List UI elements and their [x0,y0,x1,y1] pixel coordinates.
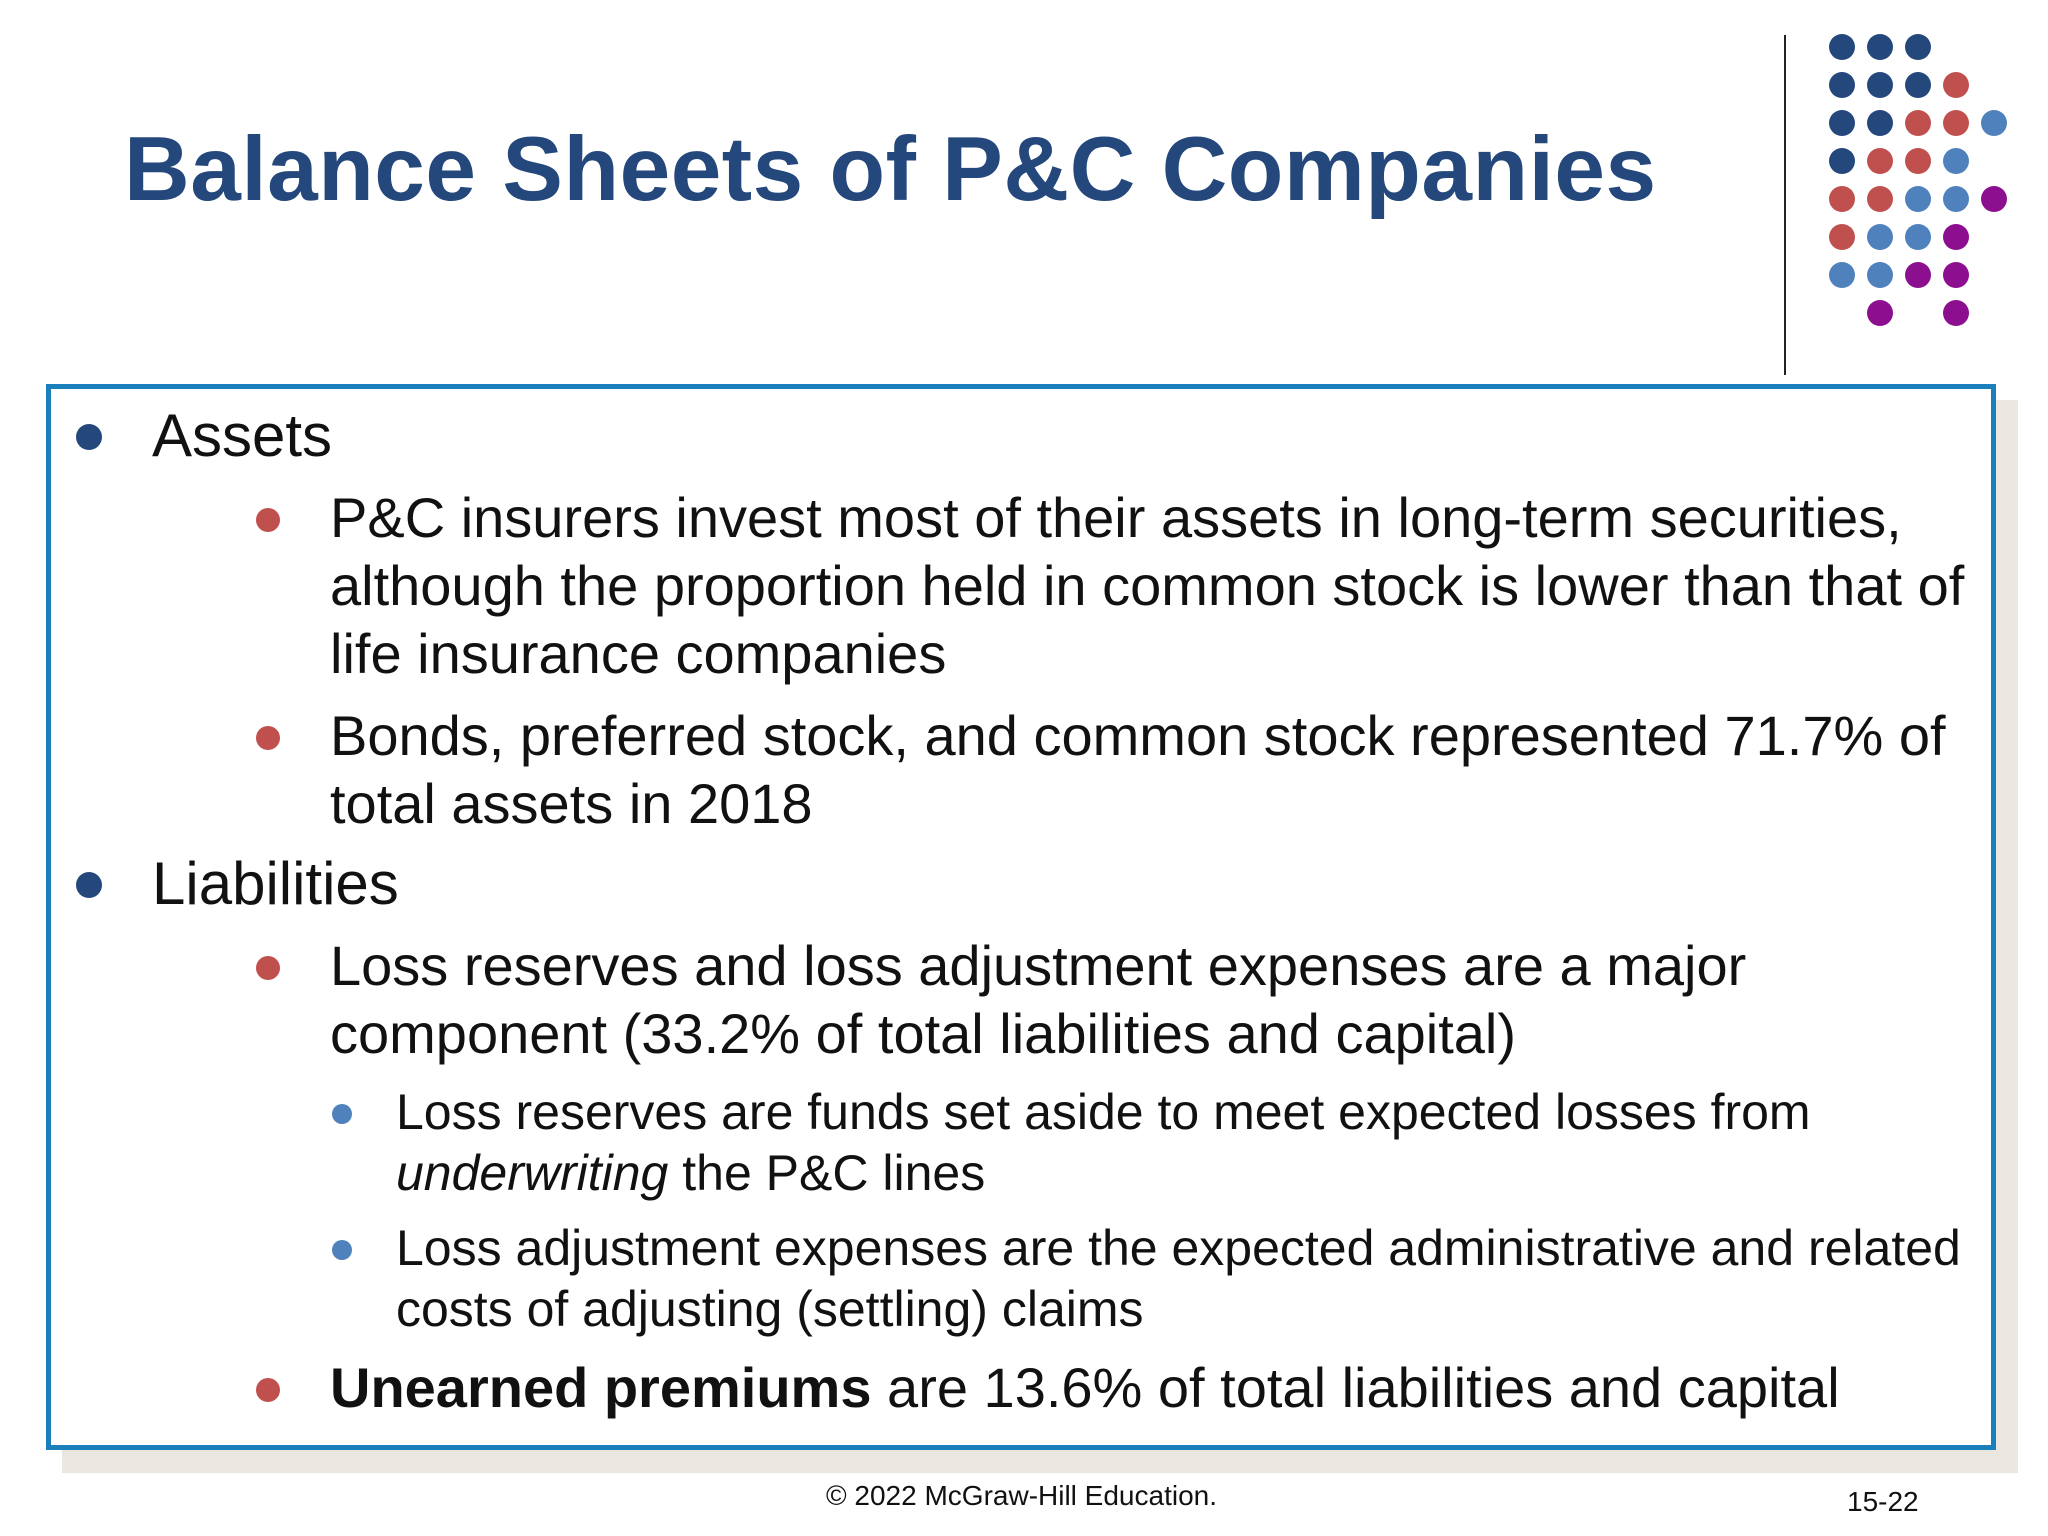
bullet-icon [256,956,280,980]
assets-points [152,484,1991,838]
loss-reserves-suffix: the P&C lines [668,1145,986,1201]
assets-point-1: P&C insurers invest most of their assets in long-term securities, although the proportion held in common stock is lower than that of life insurance companies [330,486,1965,685]
decorative-dot [1829,72,1855,98]
loss-reserves-prefix: Loss reserves are funds set aside to meet expected losses from [396,1084,1811,1140]
decorative-dot [1905,186,1931,212]
decorative-dot [1905,110,1931,136]
list-item [152,1082,1991,1204]
copyright-footer: © 2022 McGraw-Hill Education. [826,1480,1218,1511]
liabilities-sub-points [152,1082,1991,1340]
bullet-icon [256,726,280,750]
decorative-dot [1829,224,1855,250]
decorative-dot [1905,34,1931,60]
decorative-dot [1905,148,1931,174]
liabilities-heading: Liabilities [152,850,399,917]
decorative-dot [1829,34,1855,60]
liabilities-points [152,932,1991,1068]
list-item [152,1218,1991,1340]
page-number: 15-22 [1847,1486,1919,1517]
decorative-dot [1867,262,1893,288]
decorative-dot [1867,300,1893,326]
top-level-list [51,402,1991,1422]
assets-point-2: Bonds, preferred stock, and common stock represented 71.7% of total assets in 2018 [330,704,1946,835]
bullet-icon [256,508,280,532]
decorative-dot [1943,186,1969,212]
decorative-dot [1829,110,1855,136]
decorative-dot [1981,186,2007,212]
decorative-dot [1867,224,1893,250]
decorative-dot [1943,72,1969,98]
loss-reserves-point: Loss reserves and loss adjustment expenses are a major component (33.2% of total liabilities and capital) [330,934,1747,1065]
underwriting-emphasis: underwriting [396,1145,669,1201]
decorative-dot [1943,224,1969,250]
decorative-dot [1981,110,2007,136]
list-item [152,484,1991,688]
list-item-liabilities [51,850,1991,1422]
unearned-premiums-bold: Unearned premiums [330,1356,872,1419]
divider-line [1784,35,1786,375]
decorative-dot [1867,110,1893,136]
bullet-icon [332,1104,352,1124]
decorative-dot [1867,148,1893,174]
list-item [152,932,1991,1068]
decorative-dot [1943,148,1969,174]
liabilities-points-2 [152,1354,1991,1422]
list-item [152,702,1991,838]
decorative-dot [1829,148,1855,174]
content-box [46,384,1996,1450]
slide-title: Balance Sheets of P&C Companies [124,119,1657,220]
decorative-dot [1905,224,1931,250]
loss-adjustment-point: Loss adjustment expenses are the expected administrative and related costs of adjusting (settling) claims [396,1220,1961,1337]
decorative-dot [1829,262,1855,288]
decorative-dot [1905,262,1931,288]
decorative-dot [1867,186,1893,212]
bullet-icon [76,872,102,898]
decorative-dot [1867,34,1893,60]
bullet-icon [76,424,102,450]
decorative-dot [1867,72,1893,98]
unearned-premiums-rest: are 13.6% of total liabilities and capital [871,1356,1840,1419]
bullet-icon [332,1240,352,1260]
decorative-dot [1943,262,1969,288]
decorative-dot [1943,300,1969,326]
list-item [152,1354,1991,1422]
decorative-dot [1905,72,1931,98]
assets-heading: Assets [152,402,333,469]
bullet-icon [256,1378,280,1402]
decorative-dot [1943,110,1969,136]
list-item-assets [51,402,1991,838]
decorative-dot [1829,186,1855,212]
